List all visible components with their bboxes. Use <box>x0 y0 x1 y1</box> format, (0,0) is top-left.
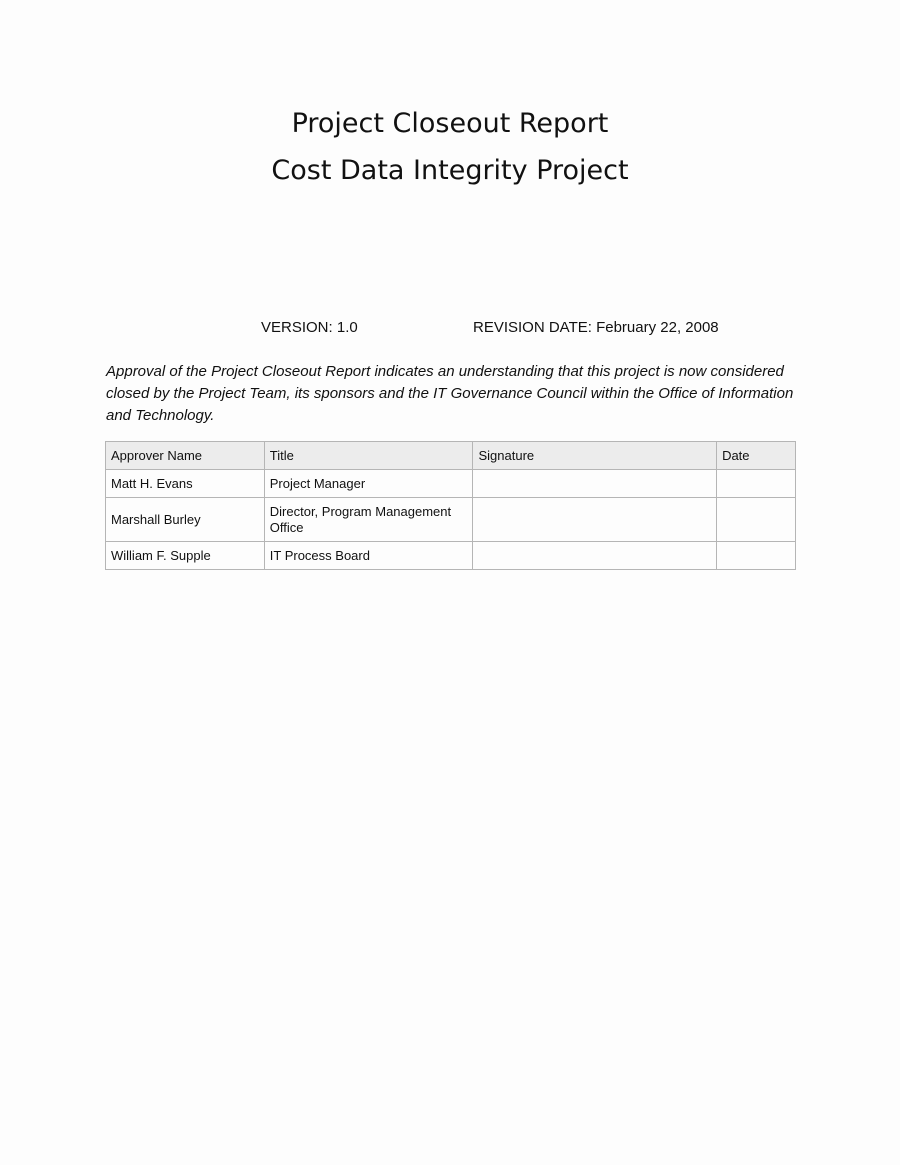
header-title: Title <box>264 442 473 470</box>
table-row <box>106 542 796 570</box>
version-label: VERSION: 1.0 <box>261 319 358 336</box>
approver-title-cell: Project Manager <box>264 470 473 498</box>
signature-cell[interactable] <box>473 542 717 570</box>
header-signature: Signature <box>473 442 717 470</box>
approver-name-cell: Matt H. Evans <box>106 470 265 498</box>
date-cell[interactable] <box>717 470 796 498</box>
approval-table <box>105 441 796 570</box>
version-row <box>0 319 900 339</box>
signature-cell[interactable] <box>473 498 717 542</box>
document-title-block <box>0 100 900 194</box>
date-cell[interactable] <box>717 542 796 570</box>
header-date: Date <box>717 442 796 470</box>
approval-statement: Approval of the Project Closeout Report indicates an understanding that this project is now considered closed by the Project Team, its sponsors and the IT Governance Council within the Office of Information and Technology. <box>106 363 794 424</box>
header-approver-name: Approver Name <box>106 442 265 470</box>
table-row <box>106 470 796 498</box>
approver-name-cell: William F. Supple <box>106 542 265 570</box>
approver-title-cell: Director, Program Management Office <box>264 498 473 542</box>
table-row <box>106 498 796 542</box>
revision-date-label: REVISION DATE: February 22, 2008 <box>473 319 719 336</box>
approver-title-cell: IT Process Board <box>264 542 473 570</box>
approval-table-header-row <box>106 442 796 470</box>
project-name: Cost Data Integrity Project <box>271 155 629 186</box>
approver-name-cell: Marshall Burley <box>106 498 265 542</box>
date-cell[interactable] <box>717 498 796 542</box>
signature-cell[interactable] <box>473 470 717 498</box>
document-title: Project Closeout Report <box>291 108 609 139</box>
